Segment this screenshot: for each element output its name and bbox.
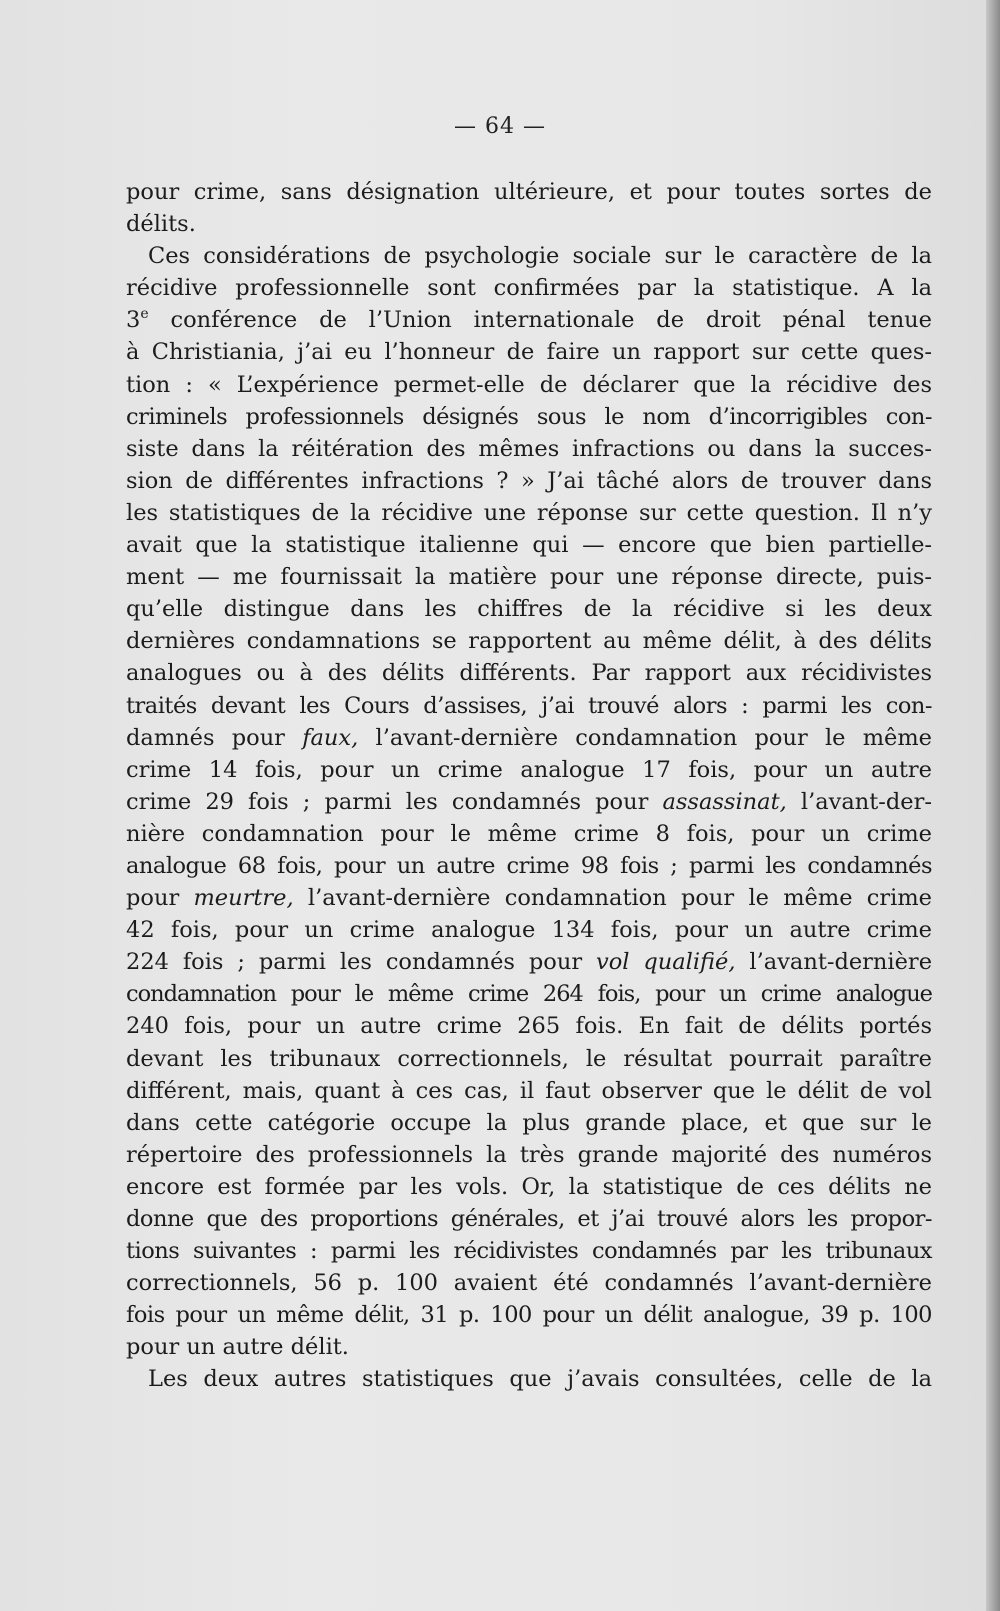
text-line: [126, 882, 932, 914]
text-line: pour un autre délit.: [126, 1334, 349, 1361]
text-line: délits.: [126, 211, 196, 238]
text-line: dernières condamnations se rapportent au même délit, à des délits: [126, 628, 932, 655]
text-line: analogues ou à des délits différents. Par rapport aux récidivistes: [126, 660, 932, 687]
page-edge-shadow: [986, 0, 1000, 1611]
text-line: récidive professionnelle sont confirmées par la statistique. A la: [126, 275, 932, 302]
text-line: 42 fois, pour un crime analogue 134 fois, pour un autre crime: [126, 917, 932, 944]
text-line: répertoire des professionnels la très grande majorité des numéros: [126, 1141, 932, 1168]
text-line: sion de différentes infractions ? » J’ai tâché alors de trouver dans: [126, 467, 932, 494]
text-line: traités devant les Cours d’assises, j’ai trouvé alors : parmi les con-: [126, 692, 932, 719]
text-line: tions suivantes : parmi les récidivistes condamnés par les tribunaux: [126, 1238, 932, 1265]
text-segment: l’avant-dernière condamnation pour le même crime: [293, 885, 932, 912]
body-text: [126, 176, 932, 1396]
text-line: avait que la statistique italienne qui — encore que bien partielle-: [126, 532, 932, 559]
text-line: fois pour un même délit, 31 p. 100 pour un délit analogue, 39 p. 100: [126, 1302, 932, 1329]
text-line: ment — me fournissait la matière pour une réponse directe, puis-: [126, 564, 932, 591]
text-segment: pour: [126, 885, 194, 912]
text-segment: 224 fois ; parmi les condamnés pour: [126, 949, 596, 976]
text-line: siste dans la réitération des mêmes infractions ou dans la succes-: [126, 435, 932, 462]
text-line: crime 14 fois, pour un crime analogue 17 fois, pour un autre: [126, 756, 932, 783]
text-line: [126, 946, 932, 978]
text-line: Les deux autres statistiques que j’avais consultées, celle de la: [148, 1366, 932, 1393]
text-line: nière condamnation pour le même crime 8 fois, pour un crime: [126, 820, 932, 847]
text-line: encore est formée par les vols. Or, la statistique de ces délits ne: [126, 1173, 932, 1200]
text-segment: l’avant-der-: [786, 788, 932, 815]
italic-term: faux,: [302, 724, 359, 751]
text-line: les statistiques de la récidive une réponse sur cette question. Il n’y: [126, 499, 932, 526]
text-line: 240 fois, pour un autre crime 265 fois. En fait de délits portés: [126, 1013, 932, 1040]
text-line: devant les tribunaux correctionnels, le résultat pourrait paraître: [126, 1045, 932, 1072]
text-line: qu’elle distingue dans les chiffres de la récidive si les deux: [126, 596, 932, 623]
text-line: à Christiania, j’ai eu l’honneur de faire un rapport sur cette ques-: [126, 339, 932, 366]
text-line: analogue 68 fois, pour un autre crime 98 fois ; parmi les condamnés: [126, 852, 932, 879]
text-line: différent, mais, quant à ces cas, il faut observer que le délit de vol: [126, 1077, 932, 1104]
text-line: tion : « L’expérience permet-elle de déclarer que la récidive des: [126, 371, 932, 398]
text-line: donne que des proportions générales, et j’ai trouvé alors les propor-: [126, 1206, 932, 1232]
text-segment: l’avant-dernière condamnation pour le même: [358, 724, 933, 751]
text-segment: l’avant-dernière: [735, 949, 933, 976]
text-segment: crime 29 fois ; parmi les condamnés pour: [126, 788, 663, 815]
ordinal-suffix: e: [140, 306, 149, 323]
ordinal-number: 3: [126, 307, 141, 334]
text-line: condamnation pour le même crime 264 fois, pour un crime analogue: [126, 981, 932, 1008]
italic-term: meurtre,: [193, 885, 294, 912]
text-line: correctionnels, 56 p. 100 avaient été condamnés l’avant-dernière: [126, 1270, 932, 1297]
text-line: [126, 722, 932, 754]
text-line: Ces considérations de psychologie sociale sur le caractère de la: [148, 243, 932, 270]
italic-term: vol qualifié,: [595, 949, 736, 976]
text-line: criminels professionnels désignés sous le nom d’incorrigibles con-: [126, 403, 932, 430]
italic-term: assassinat,: [662, 788, 787, 815]
text-line: [126, 786, 932, 818]
text-line: dans cette catégorie occupe la plus grande place, et que sur le: [126, 1109, 932, 1136]
text-segment: damnés pour: [126, 724, 303, 751]
text-segment: conférence de l’Union internationale de droit pénal tenue: [148, 307, 932, 334]
page-number: — 64 —: [454, 114, 546, 139]
text-line: pour crime, sans désignation ultérieure, et pour toutes sortes de: [126, 179, 932, 205]
text-line: [126, 304, 932, 336]
